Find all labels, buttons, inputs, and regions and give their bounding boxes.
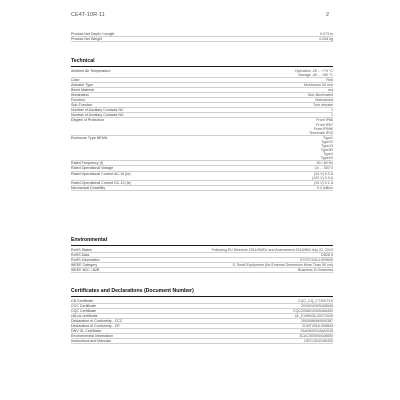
spec-label: CB Certificate: [71, 298, 94, 303]
spec-value-line: 1: [331, 113, 333, 118]
spec-label: Enclosure Type NEMA: [71, 135, 108, 140]
spec-row: [71, 118, 333, 135]
spec-value-line: Type4X: [320, 156, 333, 161]
spec-value: [320, 32, 333, 36]
spec-label: CQC Certificate: [71, 308, 97, 313]
spec-value-line: DB28 5: [321, 252, 333, 257]
certificates-title: Certificates and Declarations (Document Number): [71, 288, 194, 294]
spec-value-line: Front IP69K: [313, 126, 333, 131]
spec-value-line: Non-Illuminated: [307, 92, 333, 97]
spec-value: [315, 166, 333, 170]
spec-value: [302, 324, 333, 328]
spec-value: [300, 258, 333, 262]
certificates-section: [71, 288, 333, 344]
spec-value: [309, 118, 333, 134]
technical-title: Technical: [71, 58, 95, 64]
spec-label: Color: [71, 77, 80, 82]
spec-label: Mechanical Durability: [71, 185, 106, 190]
spec-value-line: Type4: [323, 152, 333, 157]
certificates-rows: [71, 299, 333, 345]
spec-value: [301, 319, 333, 323]
spec-value-line: 2000086590000387: [301, 318, 333, 323]
spec-value-line: Front IP66: [316, 118, 333, 123]
spec-value: [314, 181, 333, 185]
page-number: 2: [326, 12, 330, 18]
spec-value: [317, 161, 333, 165]
spec-value: [293, 309, 333, 313]
spec-value-line: Red: [326, 77, 333, 82]
spec-value: [298, 299, 333, 303]
spec-label: Rated Frequency (f): [71, 161, 103, 166]
spec-value-line: (24 V) 0.3 A: [314, 171, 333, 176]
spec-label: Declaration of Conformity - CE: [71, 323, 120, 328]
spec-value-line: 1SFC1510180400: [303, 339, 333, 344]
spec-value-line: Following EU Directive 2011/65/EU and Amendment 2015/863 July 22, 2019: [211, 247, 333, 252]
spec-label: RoHS Information: [71, 257, 100, 262]
spec-value-line: Type3R: [320, 148, 333, 153]
spec-label: Actuator Type: [71, 82, 94, 87]
spec-label: Ambient Air Temperature: [71, 68, 111, 73]
spec-value: [298, 268, 333, 272]
environmental-title: Environmental: [71, 237, 108, 243]
spec-value: [295, 69, 333, 77]
spec-value-line: Operation -25 ... +70 °C: [294, 68, 333, 73]
spec-label: Function: [71, 98, 85, 103]
spec-value-line: Type13: [321, 144, 333, 148]
spec-value: [308, 93, 333, 97]
spec-value-line: 24 ... 300 V: [314, 166, 333, 171]
spec-value: [328, 88, 333, 92]
spec-value-line: 0.073 m: [320, 32, 333, 36]
spec-value: [315, 98, 333, 102]
spec-value-line: Business To Business: [298, 267, 333, 272]
spec-label: Bezel Material: [71, 87, 94, 92]
spec-row: [71, 268, 333, 273]
spec-value-line: CQC2008010305468450: [293, 308, 333, 313]
spec-value-line: 2010010305436545: [301, 303, 333, 308]
spec-value: [212, 248, 333, 252]
spec-label: Declaration of Conformity - CCC: [71, 318, 123, 323]
spec-value-line: Mushroom 40 mm: [304, 82, 333, 87]
spec-row: [71, 172, 333, 181]
spec-label: Rated Operational Current DC-13 (Ie): [71, 180, 131, 185]
spec-value: [300, 329, 333, 333]
spec-label: Environmental Information: [71, 334, 113, 339]
spec-row: [71, 186, 333, 191]
top-spec-rows: [71, 32, 333, 42]
environmental-section: [71, 237, 333, 273]
spec-value: [319, 37, 333, 41]
technical-section: [71, 58, 333, 191]
spec-value: [317, 186, 333, 190]
spec-value: [301, 304, 333, 308]
spec-label: Number of Auxiliary Contacts NO: [71, 113, 124, 118]
spec-value-line: (24 V) 0.1 A: [314, 180, 333, 185]
spec-label: WEEE B2C / B2B: [71, 267, 100, 272]
spec-label: RoHS Status: [71, 247, 92, 252]
spec-label: Rated Operational Current AC-15 (Ie): [71, 171, 131, 176]
spec-value-line: 0.3 million: [316, 185, 333, 190]
spec-value-line: ET4TC0414-909600: [300, 257, 333, 262]
spec-value-line: (120 V) 0.3 A: [312, 175, 333, 180]
spec-value-line: n/a: [328, 87, 333, 92]
spec-label: Sub-Function: [71, 103, 93, 108]
spec-value: [233, 263, 333, 267]
spec-value: [304, 83, 333, 87]
spec-value-line: Terminals IP20: [309, 130, 333, 135]
technical-divider: [71, 66, 333, 67]
spec-label: cULus certificate: [71, 313, 98, 318]
spec-label: Number of Auxiliary Contacts NC: [71, 108, 124, 113]
spec-row: [71, 136, 333, 162]
spec-label: DNV GL Certificate: [71, 329, 102, 334]
spec-value: [304, 339, 333, 343]
spec-value: [321, 253, 333, 257]
environmental-divider: [71, 245, 333, 246]
spec-value-line: Front IP67: [316, 122, 333, 127]
spec-value-line: Turn release: [312, 103, 333, 108]
spec-value-line: 3CAC000000448000: [299, 334, 333, 339]
spec-value: [295, 314, 333, 318]
spec-label: RoHS Data: [71, 252, 90, 257]
spec-label: Degree of Protection: [71, 118, 104, 123]
spec-row: [71, 37, 333, 42]
spec-row: [71, 339, 333, 344]
spec-label: Product Net Weight: [71, 37, 103, 42]
spec-value: [331, 113, 333, 117]
spec-label: Instructions and Manuals: [71, 339, 111, 344]
spec-value-line: 1: [331, 108, 333, 113]
spec-value-line: Type12: [321, 139, 333, 144]
spec-value-line: 5. Small Equipment (No External Dimension More Than 50 cm): [232, 262, 333, 267]
spec-value: [299, 334, 333, 338]
document-code: CE4T-10R-11: [71, 12, 105, 18]
spec-value-line: Storage -40 ... +80 °C: [298, 72, 333, 77]
technical-rows: [71, 69, 333, 191]
spec-value: [331, 108, 333, 112]
spec-label: WEEE Category: [71, 262, 98, 267]
spec-value: [326, 78, 333, 82]
spec-value-line: Maintained: [315, 98, 333, 103]
spec-value-line: UL_E496430-20171020: [294, 313, 333, 318]
spec-value-line: CQC_CQ_CT2007XX: [298, 298, 333, 303]
spec-row: [71, 69, 333, 78]
spec-label: Product Net Depth / Length: [71, 32, 115, 36]
spec-value-line: 0.038 kg: [319, 37, 333, 42]
spec-value: [313, 103, 333, 107]
spec-value: [321, 136, 333, 161]
spec-value-line: 2CMT2016-005843: [302, 323, 333, 328]
spec-label: Rated Operational Voltage: [71, 166, 114, 171]
spec-label: CCC Certificate: [71, 303, 96, 308]
environmental-rows: [71, 248, 333, 273]
spec-value-line: Type1: [323, 135, 333, 140]
spec-label: Illumination: [71, 92, 90, 97]
spec-value-line: 50 / 60 Hz: [316, 161, 333, 166]
spec-value-line: TAA000023AA/2018: [300, 329, 333, 334]
spec-value: [312, 172, 333, 180]
certificates-divider: [71, 296, 333, 297]
